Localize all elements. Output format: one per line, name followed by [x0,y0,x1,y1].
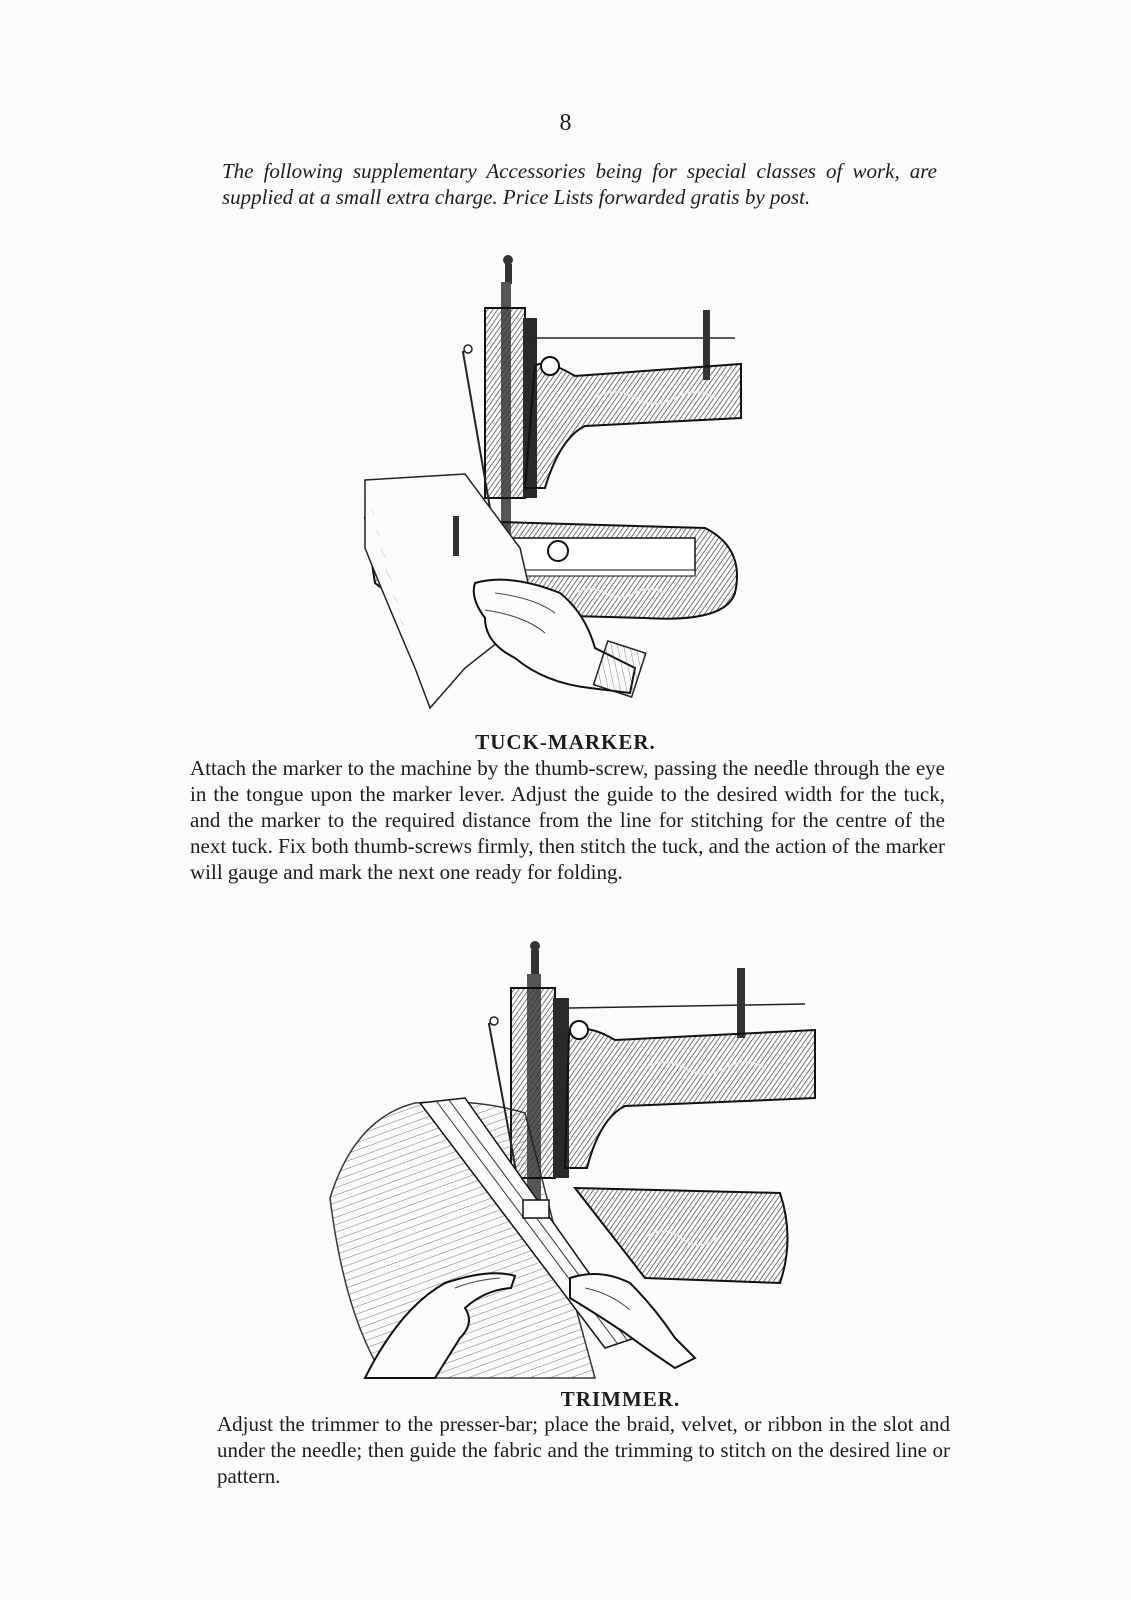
sewing-machine-trimmer-icon [325,938,825,1380]
tuck-marker-heading: TUCK-MARKER. [475,730,656,754]
trimmer-heading: TRIMMER. [560,1387,681,1411]
tuck-marker-illustration [345,248,745,724]
tuck-marker-text: Attach the marker to the machine by the thumb-screw, passing the needle through the eye in the tongue upon the marker lever. Adjust the guide to the desired width for the tuck, and the marker to the required distance from the line for stitching for the centre of the next tuck. Fix both thumb-screws firmly, then stitch the tuck, and the action of the marker will gauge and mark the next one ready for folding. [190,756,945,884]
sewing-machine-tuck-marker-icon [345,248,745,724]
trimmer-text: Adjust the trimmer to the presser-bar; place the braid, velvet, or ribbon in the slot and under the needle; then guide the fabric and the trimming to stitch on the desired line or pattern. [217,1412,950,1488]
page-number: 8 [559,110,572,136]
intro-paragraph: The following supplementary Accessories being for special classes of work, are supplied at a small extra charge. Price Lists forwarded gratis by post. [222,159,937,209]
trimmer-illustration [325,938,825,1380]
